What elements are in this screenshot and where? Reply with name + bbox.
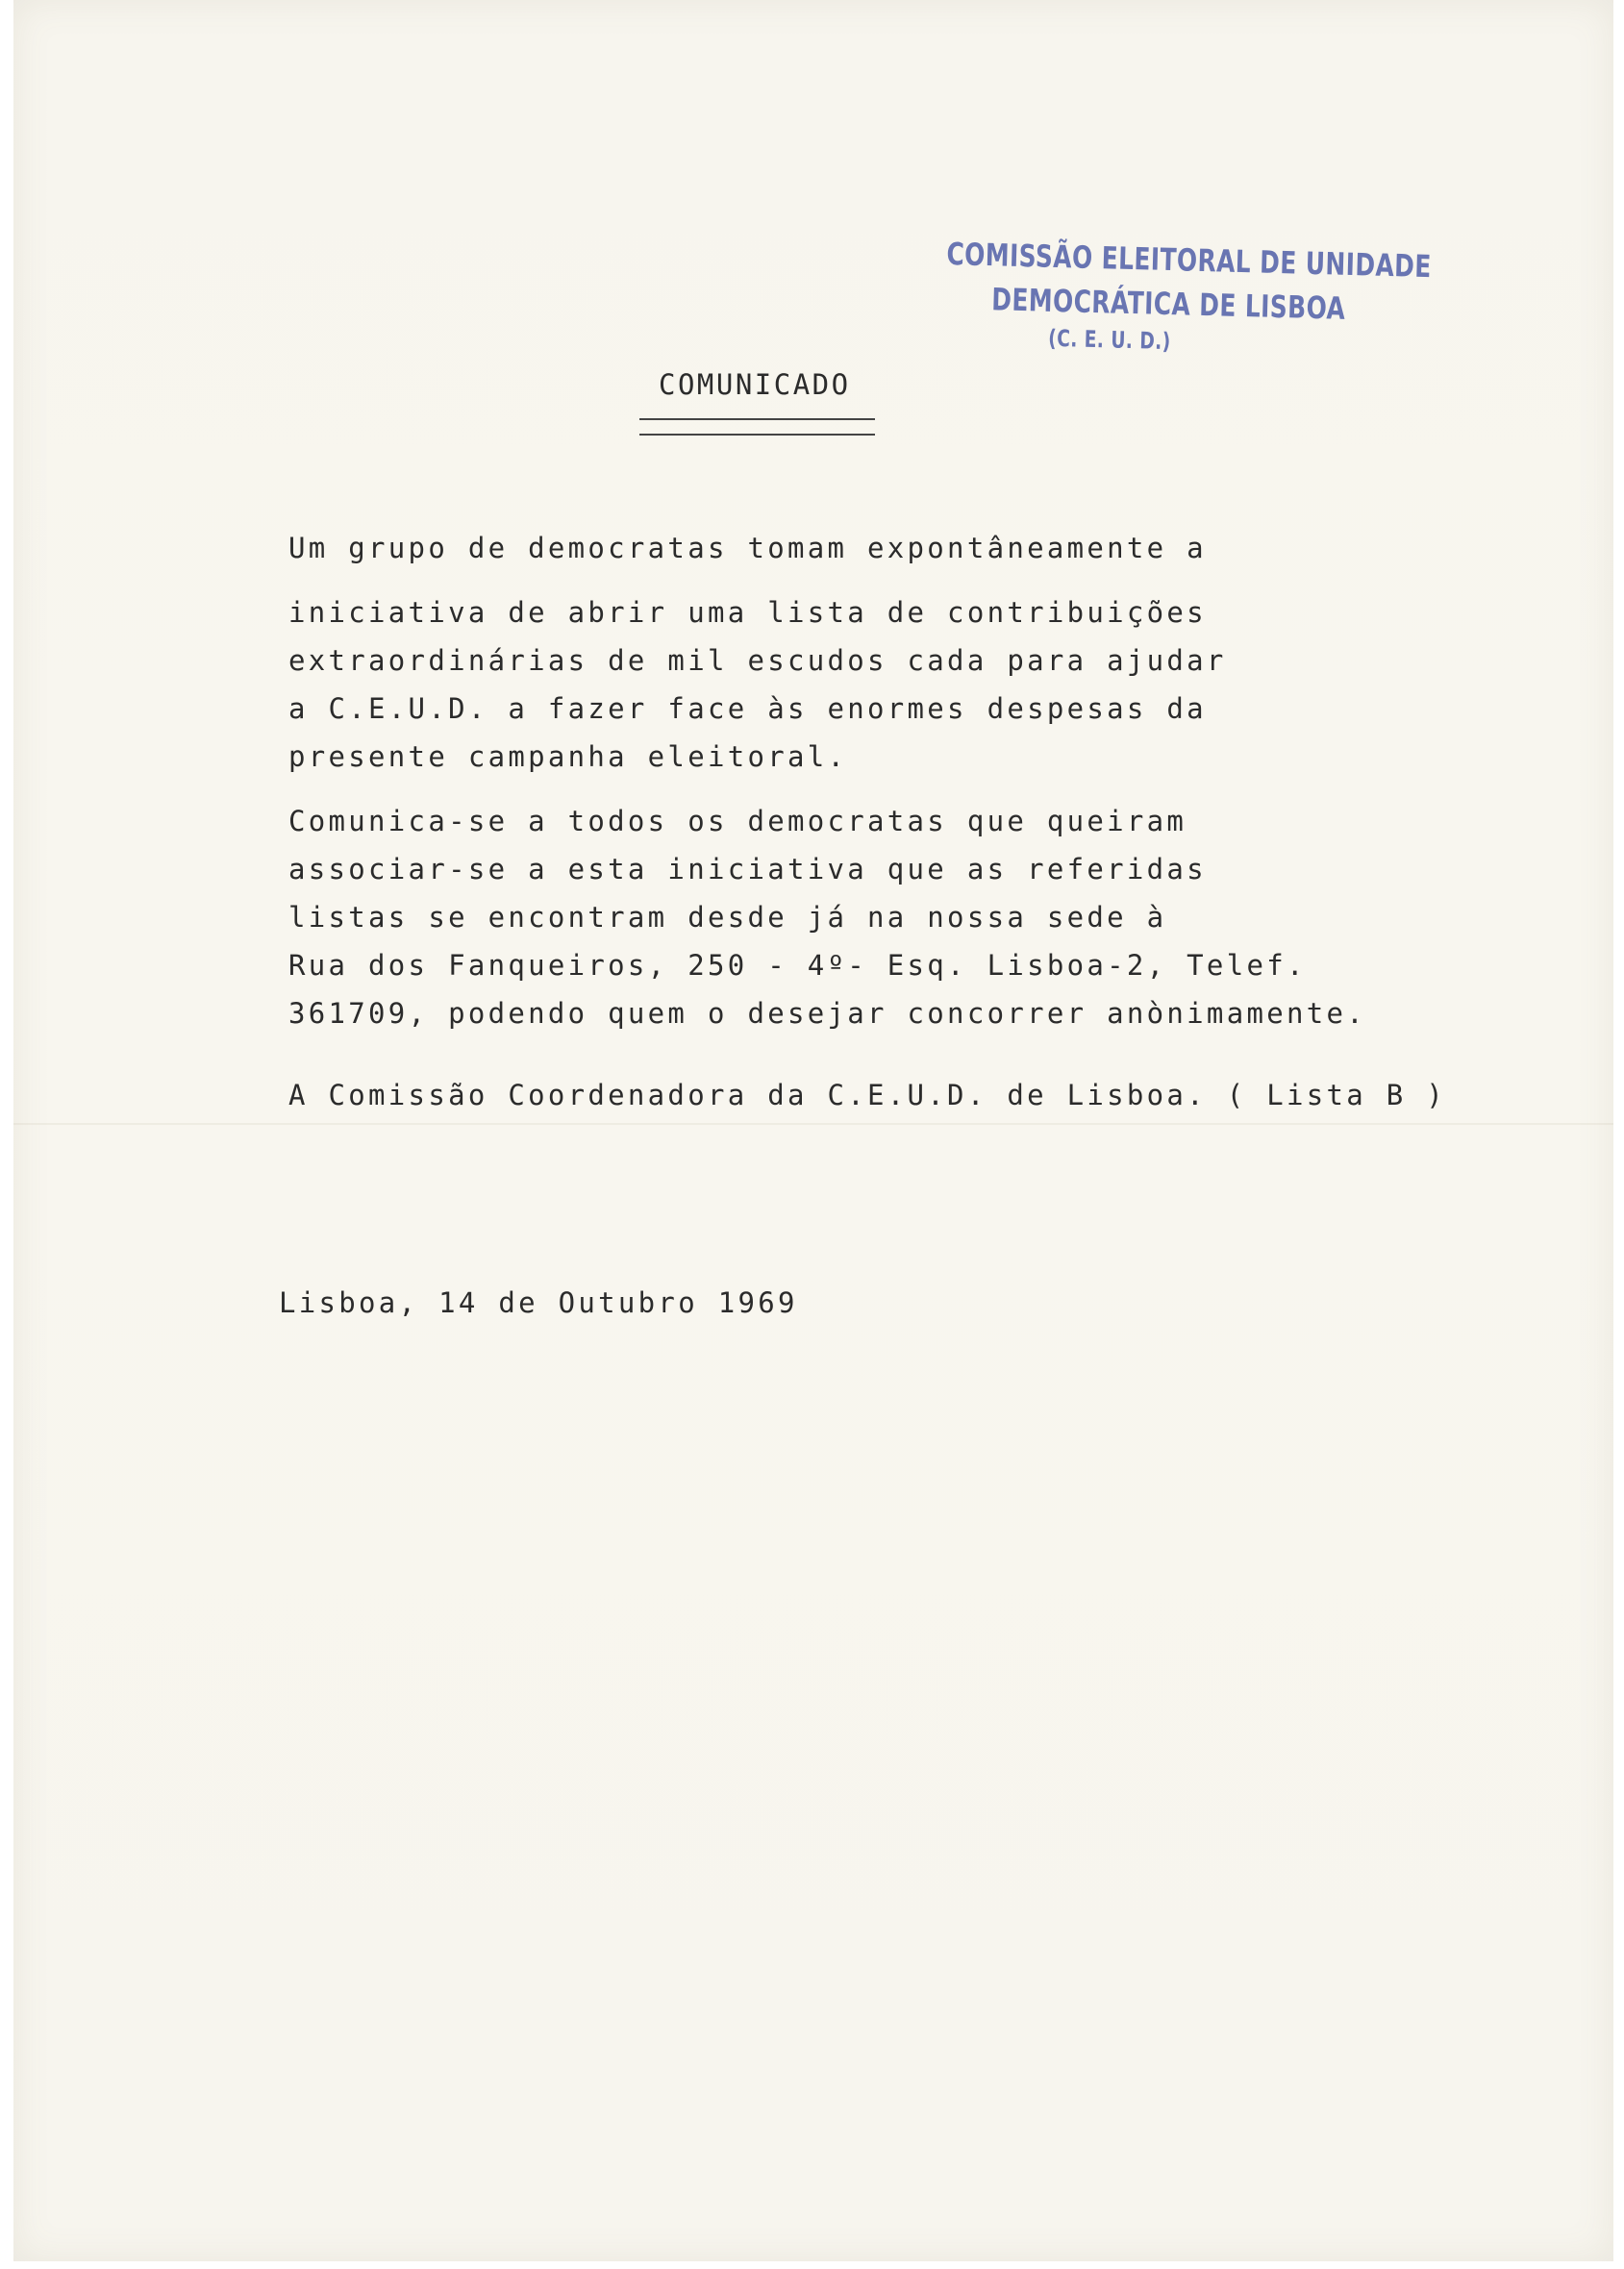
stamp-line-3: (C. E. U. D.) [1047, 324, 1172, 356]
stamp-line-1: COMISSÃO ELEITORAL DE UNIDADE [946, 236, 1433, 286]
signature-line: A Comissão Coordenadora da C.E.U.D. de Lisboa. ( Lista B ) [288, 1079, 1447, 1111]
stamp-line-2: DEMOCRÁTICA DE LISBOA [990, 281, 1346, 327]
paragraph2-line: Rua dos Fanqueiros, 250 - 4º- Esq. Lisboa-2, Telef. [288, 949, 1307, 982]
date-line: Lisboa, 14 de Outubro 1969 [279, 1286, 798, 1319]
paragraph1-line: Um grupo de democratas tomam expontâneamente a [288, 532, 1207, 564]
paragraph1-line: a C.E.U.D. a fazer face às enormes despesas da [288, 692, 1207, 725]
document-title: COMUNICADO [659, 368, 851, 401]
paragraph1-line: extraordinárias de mil escudos cada para ajudar [288, 644, 1227, 677]
organization-stamp [944, 236, 1433, 360]
paragraph2-line: Comunica-se a todos os democratas que queiram [288, 805, 1187, 837]
paragraph2-line: associar-se a esta iniciativa que as referidas [288, 853, 1207, 885]
paragraph1-line: iniciativa de abrir uma lista de contribuições [288, 596, 1207, 629]
paragraph1-line: presente campanha eleitoral. [288, 740, 848, 773]
paper-sheet [13, 0, 1613, 2261]
title-underline-1 [639, 418, 875, 420]
paragraph2-line: 361709, podendo quem o desejar concorrer anònimamente. [288, 997, 1367, 1030]
paragraph2-line: listas se encontram desde já na nossa sede à [288, 901, 1167, 934]
paper-fold [13, 1123, 1613, 1125]
title-underline-2 [639, 434, 875, 436]
